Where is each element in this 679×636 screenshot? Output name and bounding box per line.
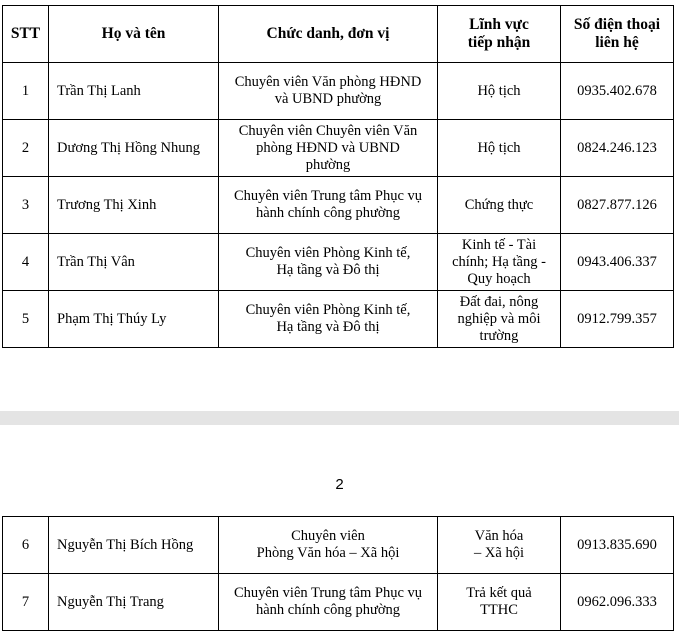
- cell-name: Phạm Thị Thúy Ly: [49, 291, 219, 348]
- cell-phone: 0824.246.123: [561, 120, 674, 177]
- cell-stt: 7: [3, 574, 49, 631]
- cell-field: Trả kết quả TTHC: [438, 574, 561, 631]
- cell-field: Hộ tịch: [438, 120, 561, 177]
- cell-stt: 6: [3, 517, 49, 574]
- contact-table-page-1: [2, 5, 674, 348]
- cell-phone: 0913.835.690: [561, 517, 674, 574]
- cell-name: Trương Thị Xinh: [49, 177, 219, 234]
- cell-stt: 5: [3, 291, 49, 348]
- cell-name: Trần Thị Vân: [49, 234, 219, 291]
- cell-phone: 0827.877.126: [561, 177, 674, 234]
- cell-position: Chuyên viên Trung tâm Phục vụ hành chính công phường: [219, 574, 438, 631]
- cell-stt: 1: [3, 63, 49, 120]
- cell-stt: 4: [3, 234, 49, 291]
- cell-name: Nguyễn Thị Trang: [49, 574, 219, 631]
- table-row: [3, 574, 674, 631]
- header-position: Chức danh, đơn vị: [219, 6, 438, 63]
- cell-phone: 0962.096.333: [561, 574, 674, 631]
- cell-field: Chứng thực: [438, 177, 561, 234]
- cell-phone: 0912.799.357: [561, 291, 674, 348]
- cell-position: Chuyên viên Trung tâm Phục vụ hành chính công phường: [219, 177, 438, 234]
- cell-position: Chuyên viên Phòng Kinh tế, Hạ tầng và Đô thị: [219, 234, 438, 291]
- cell-position: Chuyên viên Phòng Văn hóa – Xã hội: [219, 517, 438, 574]
- table-row: [3, 234, 674, 291]
- page-number: 2: [335, 476, 344, 493]
- table-row: [3, 517, 674, 574]
- table-row: [3, 63, 674, 120]
- cell-name: Nguyễn Thị Bích Hồng: [49, 517, 219, 574]
- cell-stt: 3: [3, 177, 49, 234]
- header-stt: STT: [3, 6, 49, 63]
- table-row: [3, 291, 674, 348]
- cell-position: Chuyên viên Văn phòng HĐND và UBND phường: [219, 63, 438, 120]
- page-separator: [0, 411, 679, 425]
- cell-position: Chuyên viên Chuyên viên Văn phòng HĐND và UBND phường: [219, 120, 438, 177]
- contact-table-page-2: [2, 516, 674, 631]
- cell-phone: 0935.402.678: [561, 63, 674, 120]
- cell-name: Trần Thị Lanh: [49, 63, 219, 120]
- cell-phone: 0943.406.337: [561, 234, 674, 291]
- table-row: [3, 177, 674, 234]
- table-header-row: [3, 6, 674, 63]
- header-field: Lĩnh vực tiếp nhận: [438, 6, 561, 63]
- cell-name: Dương Thị Hồng Nhung: [49, 120, 219, 177]
- header-name: Họ và tên: [49, 6, 219, 63]
- cell-field: Văn hóa – Xã hội: [438, 517, 561, 574]
- cell-field: Đất đai, nông nghiệp và môi trường: [438, 291, 561, 348]
- cell-field: Hộ tịch: [438, 63, 561, 120]
- cell-stt: 2: [3, 120, 49, 177]
- cell-field: Kinh tế - Tài chính; Hạ tầng - Quy hoạch: [438, 234, 561, 291]
- table-row: [3, 120, 674, 177]
- cell-position: Chuyên viên Phòng Kinh tế, Hạ tầng và Đô thị: [219, 291, 438, 348]
- header-phone: Số điện thoại liên hệ: [561, 6, 674, 63]
